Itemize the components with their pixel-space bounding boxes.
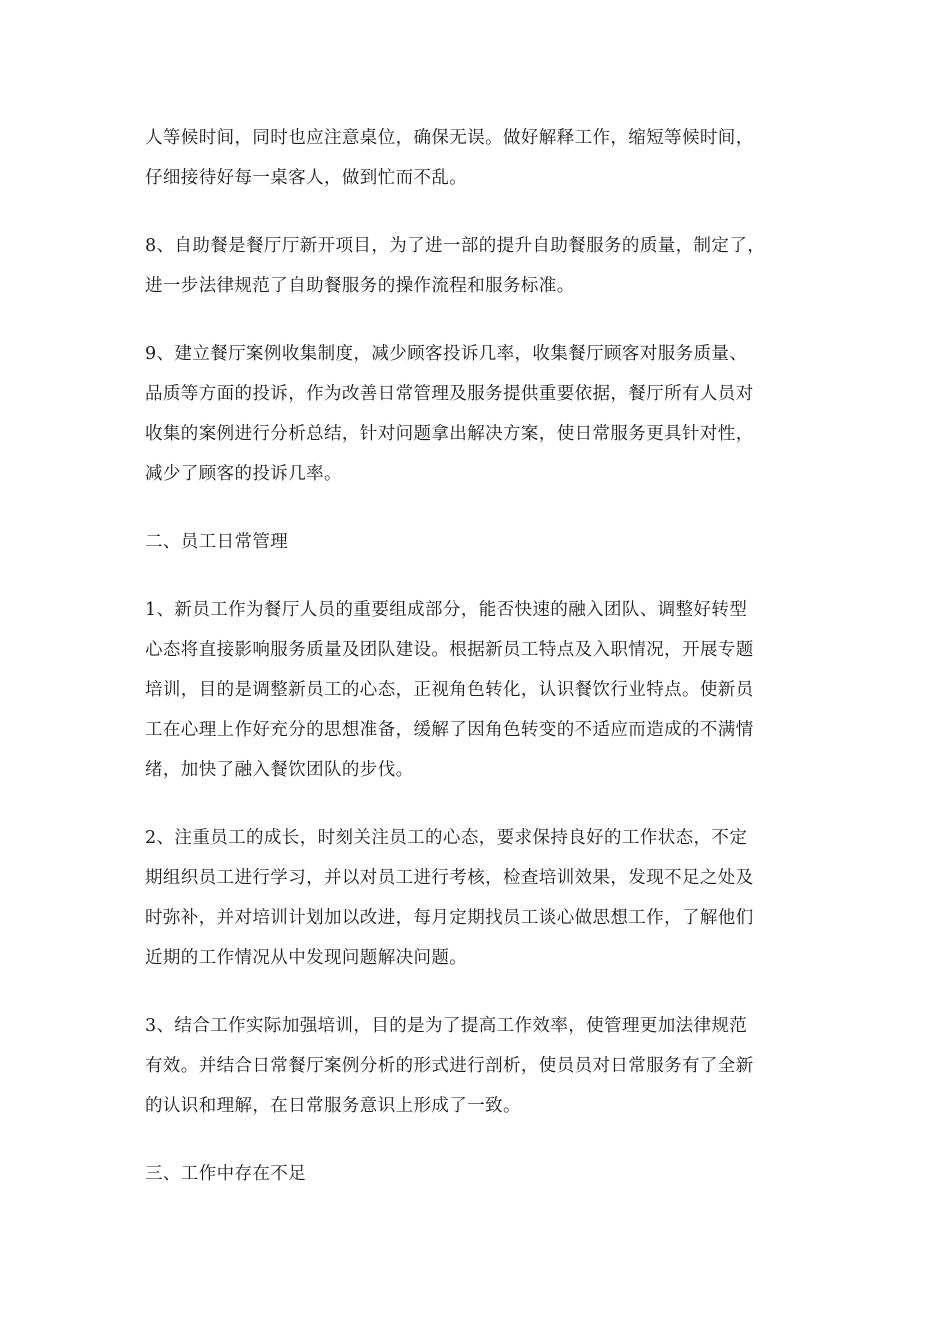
paragraph-waiting-time: [145, 118, 805, 198]
text-line: 人等候时间，同时也应注意桌位，确保无误。做好解释工作，缩短等候时间，: [145, 128, 754, 148]
text-line: 的认识和理解，在日常服务意识上形成了一致。: [145, 1096, 521, 1116]
text-line: 有效。并结合日常餐厅案例分析的形式进行剖析，使员员对日常服务有了全新: [145, 1056, 754, 1076]
document-page: [145, 118, 805, 1222]
text-line: 心态将直接影响服务质量及团队建设。根据新员工特点及入职情况，开展专题: [145, 640, 754, 660]
text-line: 工在心理上作好充分的思想准备，缓解了因角色转变的不适应而造成的不满情: [145, 720, 754, 740]
section-heading-shortcomings: [145, 1154, 805, 1194]
heading-text: 三、工作中存在不足: [145, 1164, 307, 1184]
text-line: 8、自助餐是餐厅厅新开项目，为了进一部的提升自助餐服务的质量，制定了，: [145, 236, 766, 256]
text-line: 9、建立餐厅案例收集制度，减少顾客投诉几率，收集餐厅顾客对服务质量、: [145, 344, 748, 364]
text-line: 3、结合工作实际加强培训，目的是为了提高工作效率，使管理更加法律规范: [145, 1016, 748, 1036]
text-line: 品质等方面的投诉，作为改善日常管理及服务提供重要依据，餐厅所有人员对: [145, 384, 754, 404]
text-line: 收集的案例进行分析总结，针对问题拿出解决方案，使日常服务更具针对性，: [145, 424, 754, 444]
text-line: 绪，加快了融入餐饮团队的步伐。: [145, 760, 414, 780]
text-line: 时弥补，并对培训计划加以改进，每月定期找员工谈心做思想工作，了解他们: [145, 908, 754, 928]
paragraph-staff-item-2: [145, 818, 805, 978]
paragraph-staff-item-1: [145, 590, 805, 790]
text-line: 仔细接待好每一桌客人，做到忙而不乱。: [145, 168, 468, 188]
text-line: 进一步法律规范了自助餐服务的操作流程和服务标准。: [145, 276, 575, 296]
text-line: 近期的工作情况从中发现问题解决问题。: [145, 948, 468, 968]
paragraph-item-9: [145, 334, 805, 494]
text-line: 期组织员工进行学习，并以对员工进行考核，检查培训效果，发现不足之处及: [145, 868, 754, 888]
text-line: 减少了顾客的投诉几率。: [145, 464, 342, 484]
text-line: 1、新员工作为餐厅人员的重要组成部分，能否快速的融入团队、调整好转型: [145, 600, 748, 620]
paragraph-item-8: [145, 226, 805, 306]
text-line: 2、注重员工的成长，时刻关注员工的心态，要求保持良好的工作状态，不定: [145, 828, 748, 848]
paragraph-staff-item-3: [145, 1006, 805, 1126]
text-line: 培训，目的是调整新员工的心态，正视角色转化，认识餐饮行业特点。使新员: [145, 680, 754, 700]
heading-text: 二、员工日常管理: [145, 532, 289, 552]
section-heading-staff-management: [145, 522, 805, 562]
